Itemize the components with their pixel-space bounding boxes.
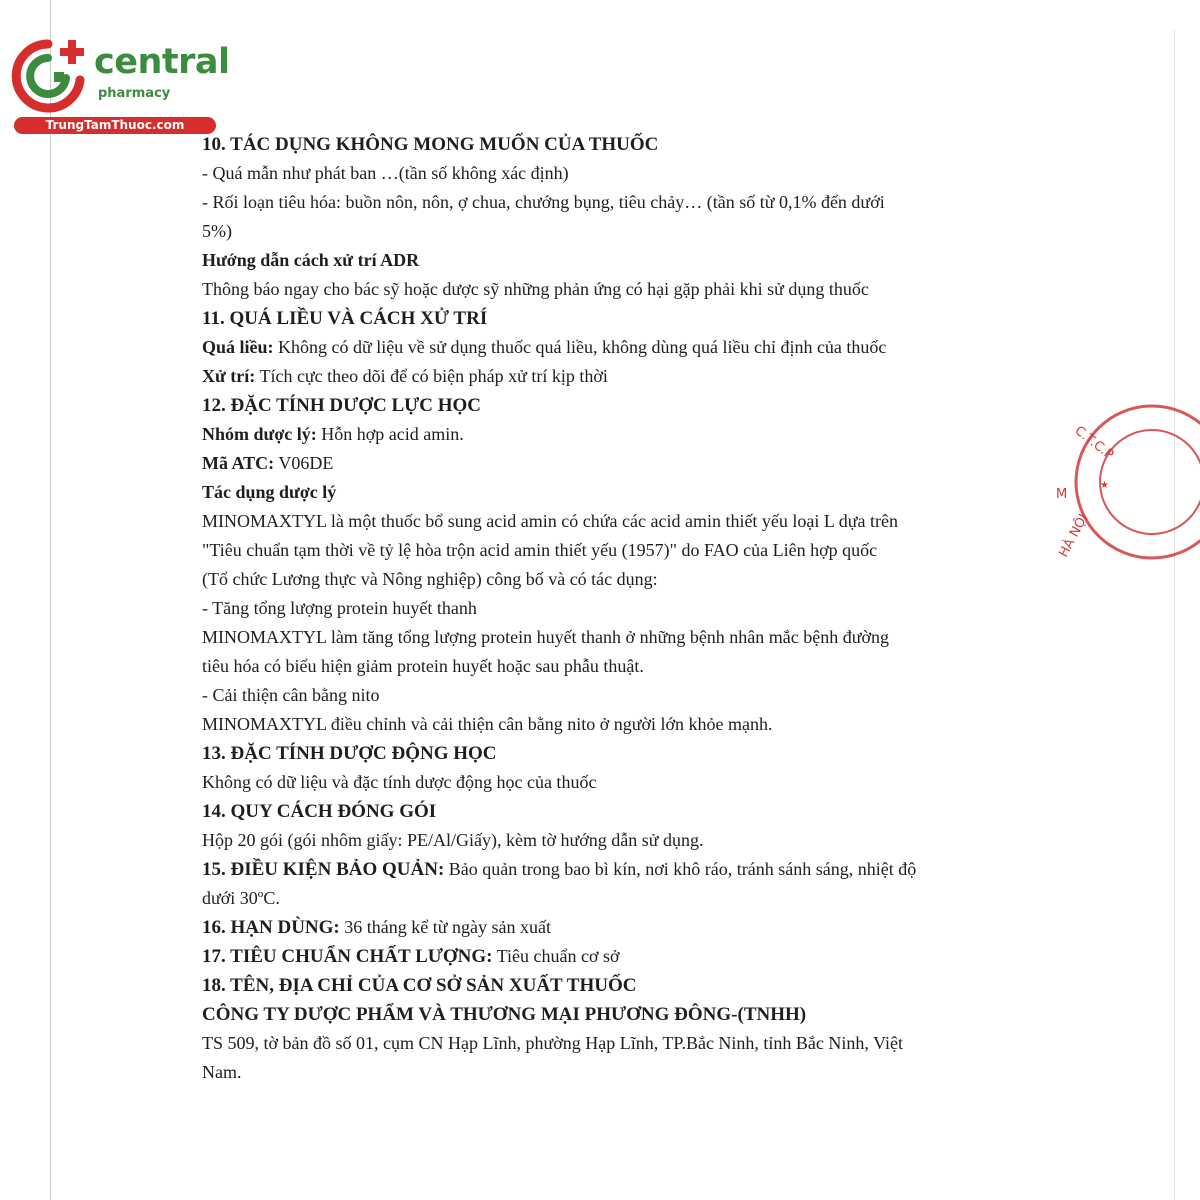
atc-code-line (202, 449, 1042, 478)
overdose-text: Không có dữ liệu về sử dụng thuốc quá liều, không dùng quá liều chỉ định của thuốc (273, 337, 887, 357)
treatment-line (202, 362, 1042, 391)
pharmacologic-action-title: Tác dụng dược lý (202, 482, 337, 502)
page-edge-right (1174, 30, 1175, 1200)
overdose-label: Quá liều: (202, 337, 274, 357)
treatment-label: Xử trí: (202, 366, 256, 386)
manufacturer-name: CÔNG TY DƯỢC PHẨM VÀ THƯƠNG MẠI PHƯƠNG ĐÔNG-(TNHH) (202, 1004, 807, 1025)
page-edge-left (50, 0, 51, 1200)
section-10-item-1: - Quá mẫn như phát ban …(tần số không xác định) (202, 163, 569, 183)
stamp-text-bottom: HÀ NỘI (1056, 511, 1092, 560)
brand-url[interactable]: TrungTamThuoc.com (14, 117, 216, 134)
brand-name: central (94, 42, 230, 82)
stamp-star-icon: ★ (1100, 480, 1109, 491)
atc-code-text: V06DE (274, 453, 334, 473)
pharmacologic-action-p2: "Tiêu chuẩn tạm thời về tỷ lệ hòa trộn acid amin thiết yếu (1957)" do FAO của Liên hợp quốc (202, 540, 878, 560)
section-13-title: 13. ĐẶC TÍNH DƯỢC ĐỘNG HỌC (202, 743, 497, 764)
brand-subtitle: pharmacy (98, 86, 171, 101)
company-seal-stamp (1052, 398, 1200, 568)
manufacturer-address-1: TS 509, tờ bản đồ số 01, cụm CN Hạp Lĩnh, phường Hạp Lĩnh, TP.Bắc Ninh, tỉnh Bắc Ninh, Việt (202, 1033, 903, 1053)
manufacturer-address-2: Nam. (202, 1062, 242, 1082)
section-13-text: Không có dữ liệu và đặc tính dược động học của thuốc (202, 772, 597, 792)
effect-bullet-2: - Cải thiện cân bằng nito (202, 685, 380, 705)
section-16-line (202, 913, 1042, 942)
section-11-title: 11. QUÁ LIỀU VÀ CÁCH XỬ TRÍ (202, 308, 488, 329)
section-10-item-2-cont: 5%) (202, 221, 232, 241)
section-18-title: 18. TÊN, ĐỊA CHỈ CỦA CƠ SỞ SẢN XUẤT THUỐC (202, 975, 637, 996)
section-16-text: 36 tháng kể từ ngày sản xuất (339, 917, 551, 937)
stamp-text-fragment: M (1056, 487, 1068, 502)
section-10-item-2: - Rối loạn tiêu hóa: buồn nôn, nôn, ợ chua, chướng bụng, tiêu chảy… (tần số từ 0,1% đến dưới (202, 192, 885, 212)
adr-guidance-text: Thông báo ngay cho bác sỹ hoặc dược sỹ những phản ứng có hại gặp phải khi sử dụng thuốc (202, 279, 869, 299)
pharmacologic-group-text: Hỗn hợp acid amin. (316, 424, 464, 444)
effect-bullet-1: - Tăng tổng lượng protein huyết thanh (202, 598, 477, 618)
atc-code-label: Mã ATC: (202, 453, 275, 473)
document-body (202, 130, 1042, 1087)
adr-guidance-title: Hướng dẫn cách xử trí ADR (202, 250, 420, 270)
pharmacologic-group-label: Nhóm dược lý: (202, 424, 317, 444)
pharmacologic-action-p3: (Tổ chức Lương thực và Nông nghiệp) công bố và có tác dụng: (202, 569, 658, 589)
section-17-text: Tiêu chuẩn cơ sở (492, 946, 620, 966)
treatment-text: Tích cực theo dõi để có biện pháp xử trí kịp thời (255, 366, 608, 386)
overdose-line (202, 333, 1042, 362)
effect-bullet-1-text-2: tiêu hóa có biểu hiện giảm protein huyết hoặc sau phẫu thuật. (202, 656, 644, 676)
section-16-label: 16. HẠN DÙNG: (202, 917, 340, 938)
section-10-title: 10. TÁC DỤNG KHÔNG MONG MUỐN CỦA THUỐC (202, 134, 659, 155)
section-15-label: 15. ĐIỀU KIỆN BẢO QUẢN: (202, 859, 445, 880)
section-14-text: Hộp 20 gói (gói nhôm giấy: PE/Al/Giấy), kèm tờ hướng dẫn sử dụng. (202, 830, 704, 850)
section-12-title: 12. ĐẶC TÍNH DƯỢC LỰC HỌC (202, 395, 482, 416)
effect-bullet-2-text: MINOMAXTYL điều chỉnh và cải thiện cân bằng nito ở người lớn khỏe mạnh. (202, 714, 773, 734)
section-17-line (202, 942, 1042, 971)
pharmacologic-action-p1: MINOMAXTYL là một thuốc bổ sung acid amin có chứa các acid amin thiết yếu loại L dựa trên (202, 511, 898, 531)
section-15-line (202, 855, 1042, 884)
pharmacy-cross-logo-icon (8, 36, 92, 120)
stamp-text-top: C.T.C.P (1071, 423, 1117, 463)
brand-logo[interactable] (8, 36, 230, 136)
section-15-text: Bảo quản trong bao bì kín, nơi khô ráo, tránh sánh sáng, nhiệt độ (444, 859, 917, 879)
section-15-text-cont: dưới 30ºC. (202, 888, 280, 908)
effect-bullet-1-text-1: MINOMAXTYL làm tăng tổng lượng protein huyết thanh ở những bệnh nhân mắc bệnh đường (202, 627, 890, 647)
section-14-title: 14. QUY CÁCH ĐÓNG GÓI (202, 801, 437, 822)
pharmacologic-group-line (202, 420, 1042, 449)
section-17-label: 17. TIÊU CHUẨN CHẤT LƯỢNG: (202, 946, 493, 967)
